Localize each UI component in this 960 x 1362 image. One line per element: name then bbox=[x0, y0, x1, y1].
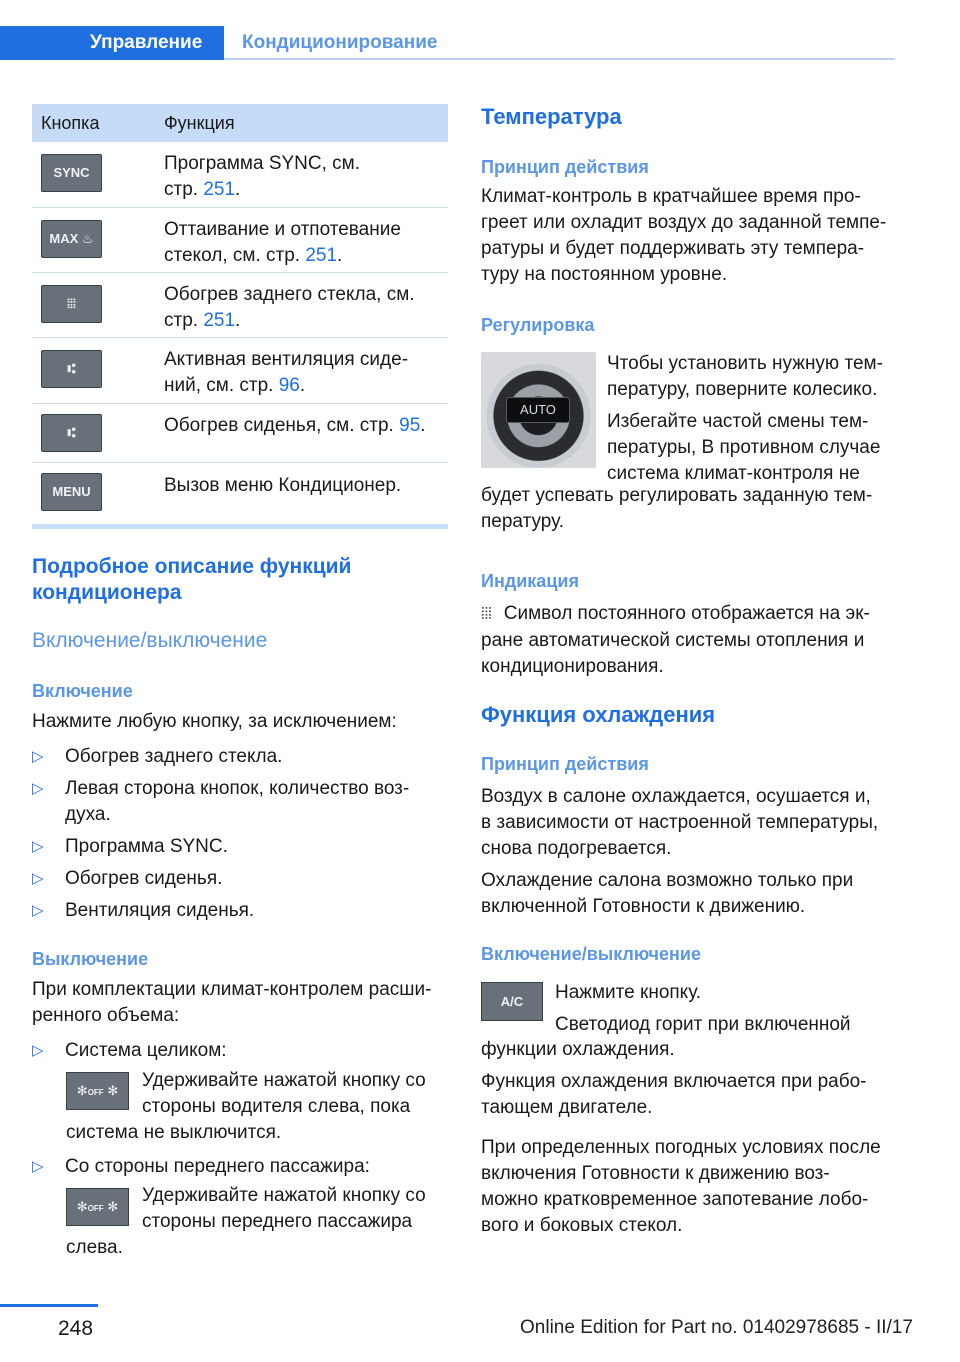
triangle-bullet-icon: ▷ bbox=[32, 748, 44, 765]
principle-text: Климат-контроль в кратчайшее время про- греет или охладит воздух до заданной темпе- ратуры и будет поддерживать эту темпера- туру на постоянном уровне. bbox=[481, 186, 887, 285]
page-number: 248 bbox=[58, 1317, 94, 1340]
adjust-text: Чтобы установить нужную тем- пературу, поверните колесико. Избегайте частой смены тем- пературы, В противном случае система климат-контроля не bbox=[607, 353, 883, 484]
heading-principle: Принцип действия bbox=[481, 157, 649, 177]
table-row bbox=[32, 404, 448, 463]
fan-icon: ✻ bbox=[76, 1199, 88, 1214]
fan-icon: ✻ bbox=[107, 1083, 119, 1098]
header-button: Кнопка bbox=[41, 113, 100, 133]
fan-icon: ✻ bbox=[107, 1199, 119, 1214]
triangle-bullet-icon: ▷ bbox=[32, 1158, 44, 1175]
seat-vent-icon: ⑆ bbox=[67, 361, 76, 376]
triangle-bullet-icon: ▷ bbox=[32, 838, 44, 855]
page-link[interactable]: 251 bbox=[203, 310, 236, 331]
max-defrost-button-image: MAX ♨ bbox=[41, 220, 102, 258]
page-link[interactable]: 95 bbox=[399, 415, 421, 436]
indication-text: ⦙⦙⦙ Символ постоянного отображается на эк- ране автоматической системы отопления и кондиционирования. bbox=[481, 603, 870, 677]
header-section: Управление bbox=[0, 26, 224, 60]
heading-indication: Индикация bbox=[481, 571, 579, 591]
heading-cool-onoff: Включение/выключение bbox=[481, 944, 701, 964]
page-link[interactable]: 251 bbox=[203, 179, 236, 200]
defrost-icon: ♨ bbox=[81, 231, 94, 246]
row-function: Активная вентиляция сиде- ний, см. стр. 96. bbox=[164, 349, 409, 396]
table-end-rule bbox=[32, 524, 448, 529]
rear-defrost-icon: ⦙⦙⦙ bbox=[67, 296, 76, 311]
off-instruction: Удерживайте нажатой кнопку со стороны переднего пассажира bbox=[142, 1185, 426, 1232]
row-function: Вызов меню Кондиционер. bbox=[164, 475, 402, 496]
page-link[interactable]: 251 bbox=[305, 245, 338, 266]
triangle-bullet-icon: ▷ bbox=[32, 780, 44, 797]
row-function: Программа SYNC, см. стр. 251. bbox=[164, 153, 361, 200]
off-instruction: Удерживайте нажатой кнопку со стороны водителя слева, пока bbox=[142, 1070, 426, 1117]
sync-button-image: SYNC bbox=[41, 154, 102, 192]
ac-button-image: A/C bbox=[481, 982, 543, 1021]
ac-text-cont: функции охлаждения. Функция охлаждения включается при рабо- тающем двигателе. При определенных погодных условиях после включения Готовности к движению воз- можно кратковременное запотевание лобо- вого и боковых стекол. bbox=[481, 1039, 881, 1236]
table-header bbox=[32, 104, 448, 142]
on-text: Нажмите любую кнопку, за исключением: bbox=[32, 711, 397, 732]
subsection-title-onoff: Включение/выключение bbox=[32, 629, 268, 652]
section-title: Подробное описание функций кондиционера bbox=[32, 555, 352, 604]
heading-cool-principle: Принцип действия bbox=[481, 754, 649, 774]
page-link[interactable]: 96 bbox=[278, 375, 300, 396]
section-title-temperature: Температура bbox=[481, 104, 622, 129]
auto-button-label: AUTO bbox=[506, 397, 570, 423]
table-row bbox=[32, 338, 448, 404]
triangle-bullet-icon: ▷ bbox=[32, 870, 44, 887]
header-chapter: Кондиционирование bbox=[242, 32, 438, 53]
heading-off: Выключение bbox=[32, 949, 149, 969]
cooling-text: Воздух в салоне охлаждается, осушается и, в зависимости от настроенной температуры, снова подогревается. Охлаждение салона возможно только при включенной Готовности к движению. bbox=[481, 786, 879, 917]
heading-on: Включение bbox=[32, 681, 133, 701]
page-header bbox=[0, 26, 895, 62]
fan-off-button-image: ✻OFF ✻ bbox=[66, 1072, 129, 1110]
table-row bbox=[32, 142, 448, 208]
row-function: Обогрев заднего стекла, см. стр. 251. bbox=[164, 284, 415, 331]
ac-text: Нажмите кнопку. Светодиод горит при включенной bbox=[555, 982, 851, 1035]
fan-off-button-image: ✻OFF ✻ bbox=[66, 1188, 129, 1226]
header-function: Функция bbox=[164, 113, 235, 133]
off-instruction-end: система не выключится. bbox=[66, 1122, 282, 1143]
header-rule bbox=[224, 58, 895, 60]
fan-icon: ✻ bbox=[76, 1083, 88, 1098]
heat-waves-icon: ⦙⦙⦙ bbox=[481, 606, 492, 623]
row-function: Оттаивание и отпотевание стекол, см. стр. 251. bbox=[164, 219, 401, 266]
seat-ventilation-button-image bbox=[41, 350, 102, 388]
off-text: При комплектации климат-контролем расши- ренного объема: bbox=[32, 979, 432, 1026]
table-row bbox=[32, 273, 448, 338]
button-function-table bbox=[32, 104, 448, 529]
adjust-text-cont: будет успевать регулировать заданную тем- пературу. bbox=[481, 485, 873, 532]
row-function: Обогрев сиденья, см. стр. 95. bbox=[164, 415, 426, 436]
footer-rule bbox=[0, 1304, 98, 1307]
section-title-cooling: Функция охлаждения bbox=[481, 702, 716, 727]
table-row bbox=[32, 208, 448, 273]
heading-adjust: Регулировка bbox=[481, 315, 595, 335]
edition-text: Online Edition for Part no. 01402978685 - II/17 bbox=[520, 1317, 913, 1338]
seat-heating-button-image bbox=[41, 414, 102, 452]
menu-button-image: MENU bbox=[41, 473, 102, 511]
triangle-bullet-icon: ▷ bbox=[32, 1042, 44, 1059]
seat-heat-icon: ⑆ bbox=[67, 425, 76, 440]
triangle-bullet-icon: ▷ bbox=[32, 902, 44, 919]
off-instruction-end: слева. bbox=[66, 1237, 123, 1258]
rear-window-heat-button-image bbox=[41, 285, 102, 323]
